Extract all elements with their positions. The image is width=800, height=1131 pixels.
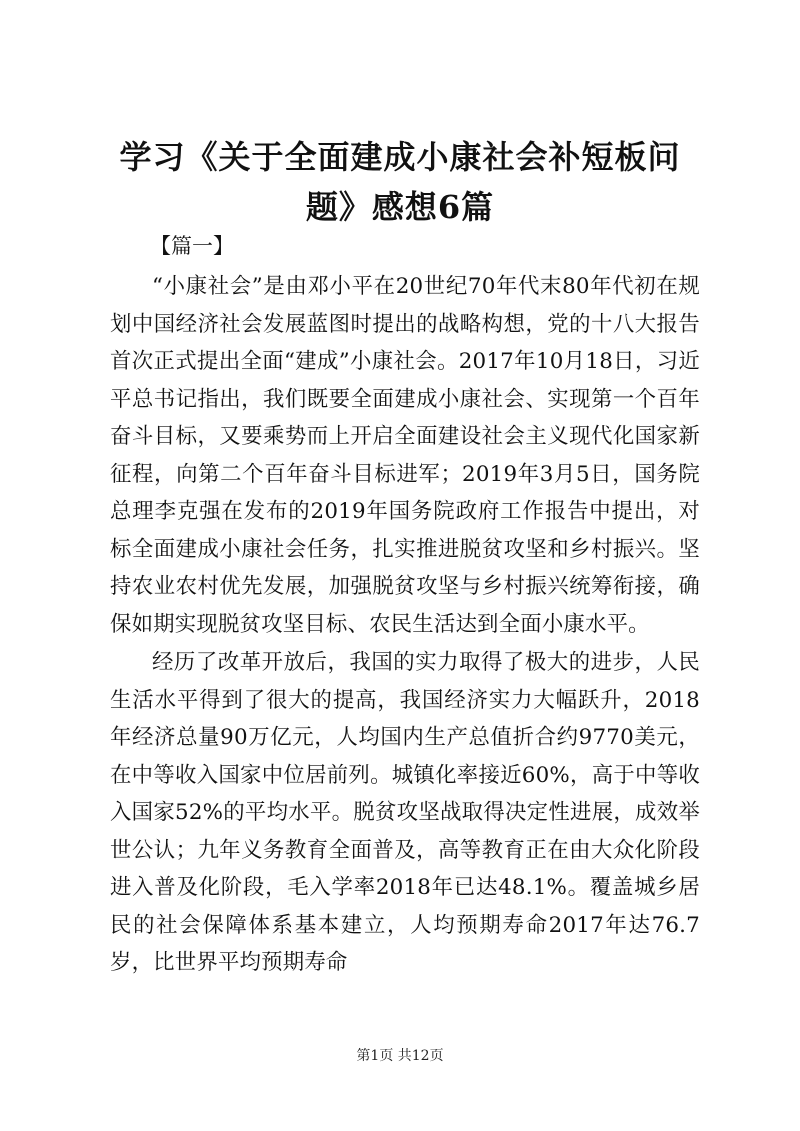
page-number: 第1页 共12页 <box>356 1048 444 1064</box>
paragraph-2: 经历了改革开放后，我国的实力取得了极大的进步，人民生活水平得到了很大的提高，我国经济实力大幅跃升，2018年经济总量90万亿元，人均国内生产总值折合约9770美元，在中等收入国家中位居前列。城镇化率接近60%，高于中等收入国家52%的平均水平。脱贫攻坚战取得决定性进展，成效举世公认；九年义务教育全面普及，高等教育正在由大众化阶段进入普及化阶段，毛入学率2018年已达48.1%。覆盖城乡居民的社会保障体系基本建立，人均预期寿命2017年达76.7岁，比世界平均预期寿命 <box>110 650 700 975</box>
paragraph-1: “小康社会”是由邓小平在20世纪70年代末80年代初在规划中国经济社会发展蓝图时提出的战略构想，党的十八大报告首次正式提出全面“建成”小康社会。2017年10月18日，习近平总书记指出，我们既要全面建成小康社会、实现第一个百年奋斗目标，又要乘势而上开启全面建设社会主义现代化国家新征程，向第二个百年奋斗目标进军；2019年3月5日，国务院总理李克强在发布的2019年国务院政府工作报告中提出，对标全面建成小康社会任务，扎实推进脱贫攻坚和乡村振兴。坚持农业农村优先发展，加强脱贫攻坚与乡村振兴统筹衔接，确保如期实现脱贫攻坚目标、农民生活达到全面小康水平。 <box>110 274 700 637</box>
document-title: 学习《关于全面建成小康社会补短板问题》感想6篇 <box>119 138 681 226</box>
section-label: 【篇一】 <box>150 234 234 258</box>
page-footer <box>0 1046 800 1066</box>
